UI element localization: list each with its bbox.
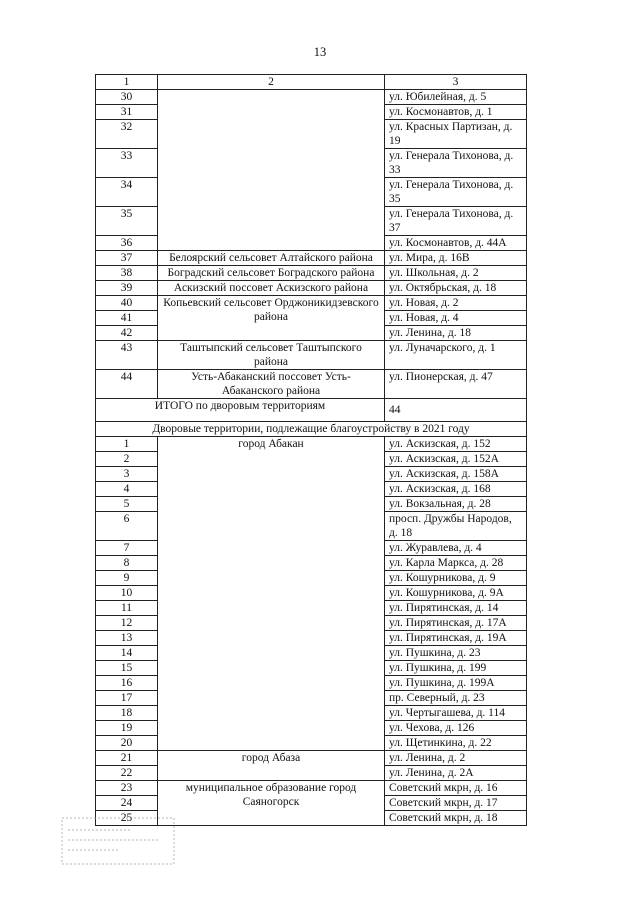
municipality-cell: Боградский сельсовет Боградского района bbox=[158, 266, 385, 281]
row-number: 38 bbox=[96, 266, 158, 281]
row-number: 22 bbox=[96, 766, 158, 781]
row-number: 1 bbox=[96, 437, 158, 452]
address-cell: ул. Кошурникова, д. 9 bbox=[385, 571, 527, 586]
header-col-1: 1 bbox=[96, 75, 158, 90]
total-label: ИТОГО по дворовым территориям bbox=[96, 399, 385, 422]
row-number: 4 bbox=[96, 482, 158, 497]
row-number: 43 bbox=[96, 341, 158, 370]
address-cell: ул. Пионерская, д. 47 bbox=[385, 370, 527, 399]
row-number: 20 bbox=[96, 736, 158, 751]
address-cell: ул. Пушкина, д. 199А bbox=[385, 676, 527, 691]
row-number: 9 bbox=[96, 571, 158, 586]
address-cell: ул. Аскизская, д. 168 bbox=[385, 482, 527, 497]
row-number: 23 bbox=[96, 781, 158, 796]
total-row bbox=[96, 399, 527, 422]
row-number: 15 bbox=[96, 661, 158, 676]
row-number: 34 bbox=[96, 178, 158, 207]
row-number: 13 bbox=[96, 631, 158, 646]
row-number: 5 bbox=[96, 497, 158, 512]
row-number: 7 bbox=[96, 541, 158, 556]
address-cell: ул. Пушкина, д. 23 bbox=[385, 646, 527, 661]
municipality-cell: Усть-Абаканский поссовет Усть-Абаканского района bbox=[158, 370, 385, 399]
address-cell: ул. Аскизская, д. 158А bbox=[385, 467, 527, 482]
page-number: 13 bbox=[313, 45, 327, 59]
address-cell: Советский мкрн, д. 16 bbox=[385, 781, 527, 796]
row-number: 2 bbox=[96, 452, 158, 467]
address-cell: ул. Юбилейная, д. 5 bbox=[385, 90, 527, 105]
address-cell: ул. Аскизская, д. 152 bbox=[385, 437, 527, 452]
address-cell: ул. Пирятинская, д. 19А bbox=[385, 631, 527, 646]
table-row bbox=[96, 437, 527, 452]
row-number: 10 bbox=[96, 586, 158, 601]
address-cell: Советский мкрн, д. 18 bbox=[385, 811, 527, 826]
address-cell: просп. Дружбы Народов, д. 18 bbox=[385, 512, 527, 541]
address-cell: ул. Пушкина, д. 199 bbox=[385, 661, 527, 676]
table-row bbox=[96, 296, 527, 311]
municipality-cell: Таштыпский сельсовет Таштыпского района bbox=[158, 341, 385, 370]
table-row bbox=[96, 751, 527, 766]
row-number: 25 bbox=[96, 811, 158, 826]
address-cell: ул. Новая, д. 2 bbox=[385, 296, 527, 311]
row-number: 35 bbox=[96, 207, 158, 236]
address-cell: ул. Луначарского, д. 1 bbox=[385, 341, 527, 370]
row-number: 24 bbox=[96, 796, 158, 811]
table-row bbox=[96, 370, 527, 399]
address-cell: ул. Мира, д. 16В bbox=[385, 251, 527, 266]
row-number: 32 bbox=[96, 120, 158, 149]
row-number: 41 bbox=[96, 311, 158, 326]
header-col-2: 2 bbox=[158, 75, 385, 90]
address-cell: ул. Чертыгашева, д. 114 bbox=[385, 706, 527, 721]
row-number: 37 bbox=[96, 251, 158, 266]
header-col-3: 3 bbox=[385, 75, 527, 90]
row-number: 12 bbox=[96, 616, 158, 631]
row-number: 31 bbox=[96, 105, 158, 120]
row-number: 19 bbox=[96, 721, 158, 736]
row-number: 8 bbox=[96, 556, 158, 571]
row-number: 16 bbox=[96, 676, 158, 691]
address-cell: ул. Генерала Тихонова, д. 35 bbox=[385, 178, 527, 207]
address-cell: ул. Ленина, д. 2 bbox=[385, 751, 527, 766]
municipality-cell: Белоярский сельсовет Алтайского района bbox=[158, 251, 385, 266]
address-cell: ул. Космонавтов, д. 1 bbox=[385, 105, 527, 120]
row-number: 36 bbox=[96, 236, 158, 251]
address-cell: ул. Вокзальная, д. 28 bbox=[385, 497, 527, 512]
table-row bbox=[96, 266, 527, 281]
row-number: 30 bbox=[96, 90, 158, 105]
total-value: 44 bbox=[385, 399, 527, 422]
municipality-cell: Копьевский сельсовет Орджоникидзевского района bbox=[158, 296, 385, 341]
address-cell: ул. Аскизская, д. 152А bbox=[385, 452, 527, 467]
address-cell: ул. Школьная, д. 2 bbox=[385, 266, 527, 281]
header-row bbox=[96, 75, 527, 90]
municipality-cell-empty bbox=[158, 90, 385, 251]
address-cell: ул. Чехова, д. 126 bbox=[385, 721, 527, 736]
stamp-mark bbox=[60, 816, 178, 868]
section-row bbox=[96, 422, 527, 437]
table-row bbox=[96, 341, 527, 370]
address-cell: ул. Генерала Тихонова, д. 37 bbox=[385, 207, 527, 236]
row-number: 3 bbox=[96, 467, 158, 482]
address-cell: ул. Пирятинская, д. 17А bbox=[385, 616, 527, 631]
row-number: 40 bbox=[96, 296, 158, 311]
address-cell: пр. Северный, д. 23 bbox=[385, 691, 527, 706]
address-cell: ул. Октябрьская, д. 18 bbox=[385, 281, 527, 296]
section-title: Дворовые территории, подлежащие благоустройству в 2021 году bbox=[96, 422, 527, 437]
municipality-cell: город Абакан bbox=[158, 437, 385, 751]
municipality-cell: Аскизский поссовет Аскизского района bbox=[158, 281, 385, 296]
address-cell: ул. Космонавтов, д. 44А bbox=[385, 236, 527, 251]
table-row bbox=[96, 781, 527, 796]
table-row bbox=[96, 251, 527, 266]
row-number: 33 bbox=[96, 149, 158, 178]
table-row bbox=[96, 90, 527, 105]
table-row bbox=[96, 281, 527, 296]
row-number: 21 bbox=[96, 751, 158, 766]
courtyards-table bbox=[95, 74, 527, 826]
address-cell: Советский мкрн, д. 17 bbox=[385, 796, 527, 811]
address-cell: ул. Кошурникова, д. 9А bbox=[385, 586, 527, 601]
row-number: 39 bbox=[96, 281, 158, 296]
municipality-cell: город Абаза bbox=[158, 751, 385, 781]
row-number: 18 bbox=[96, 706, 158, 721]
address-cell: ул. Новая, д. 4 bbox=[385, 311, 527, 326]
address-cell: ул. Щетинкина, д. 22 bbox=[385, 736, 527, 751]
address-cell: ул. Карла Маркса, д. 28 bbox=[385, 556, 527, 571]
address-cell: ул. Ленина, д. 2А bbox=[385, 766, 527, 781]
municipality-cell: муниципальное образование город Саяногорск bbox=[158, 781, 385, 826]
row-number: 6 bbox=[96, 512, 158, 541]
row-number: 17 bbox=[96, 691, 158, 706]
row-number: 11 bbox=[96, 601, 158, 616]
row-number: 14 bbox=[96, 646, 158, 661]
address-cell: ул. Ленина, д. 18 bbox=[385, 326, 527, 341]
address-cell: ул. Пирятинская, д. 14 bbox=[385, 601, 527, 616]
row-number: 42 bbox=[96, 326, 158, 341]
address-cell: ул. Генерала Тихонова, д. 33 bbox=[385, 149, 527, 178]
address-cell: ул. Журавлева, д. 4 bbox=[385, 541, 527, 556]
address-cell: ул. Красных Партизан, д. 19 bbox=[385, 120, 527, 149]
row-number: 44 bbox=[96, 370, 158, 399]
